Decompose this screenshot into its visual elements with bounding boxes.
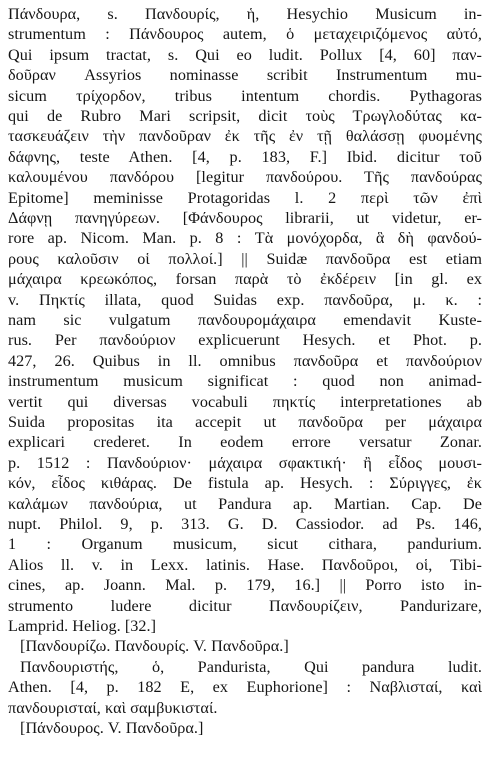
text-line: πανδουρισταί, καὶ σαμβυκισταί.	[8, 698, 218, 717]
text-line: Lamprid. Heliog. [32.]	[8, 617, 157, 635]
text-line: Πανδουριστής, ὁ, Pandurista, Qui pandura ludit.	[20, 657, 482, 676]
text-line: δάφνης, teste Athen. [4, p. 183, F.] Ibid. dicitur τοῦ	[8, 147, 482, 166]
text-line: p. 1512 : Πανδούριον· μάχαιρα σφακτική· ἢ εἶδος μουσι-	[8, 453, 482, 472]
text-line: κόν, εἶδος κιθάρας. De fistula ap. Hesych. : Σύριγγες, ἐκ	[8, 474, 482, 493]
text-line: Suida propositas ita accepit ut πανδοῦρα per μάχαιρα	[8, 413, 482, 431]
text-line: [Πάνδουρος. V. Πανδοῦρα.]	[20, 719, 204, 737]
text-line: καλουμένου πανδόρου [legitur πανδούρου. Τῆς πανδούρας	[8, 168, 482, 187]
text-line: Alios ll. v. in Lexx. latinis. Hase. Πανδοῦροι, οἱ, Tibi-	[8, 555, 482, 574]
text-line: 1 : Organum musicum, sicut cithara, pandurium.	[8, 535, 482, 554]
text-line: nam sic vulgatum πανδουρομάχαιρα emendavit Kuste-	[8, 311, 482, 329]
text-line: vertit qui diversas vocabuli πηκτίς interpretationes ab	[8, 392, 482, 411]
text-line: Athen. [4, p. 182 E, ex Euphorione] : Ναβλισταί, καὶ	[8, 678, 482, 697]
text-line: καλάμων πανδούρια, ut Pandura ap. Martian. Cap. De	[8, 494, 482, 513]
text-line: μάχαιρα κρεωκόπος, forsan παρὰ τὸ ἐκδέρειν [in gl. ex	[8, 270, 482, 289]
text-line: cines, ap. Joann. Mal. p. 179, 16.] || Porro isto in-	[8, 576, 482, 595]
text-line: instrumentum musicum significat : quod non animad-	[8, 372, 482, 391]
text-line: δοῦραν Assyrios nominasse scribit Instrumentum mu-	[8, 66, 482, 85]
text-line: nupt. Philol. 9, p. 313. G. D. Cassiodor. ad Ps. 146,	[8, 515, 482, 533]
text-line: rus. Per πανδούριον explicuerunt Hesych. et Phot. p.	[8, 331, 482, 350]
text-line: explicari crederet. In eodem errore versatur Zonar.	[8, 433, 482, 452]
text-line: Δάφνῃ πανηγύρεων. [Φάνδουρος librarii, ut videtur, er-	[8, 209, 482, 227]
text-line: [Πανδουρίζω. Πανδουρίς. V. Πανδοῦρα.]	[20, 637, 289, 656]
text-line: ρους καλοῦσιν οἱ πολλοί.] || Suidæ πανδοῦρα est etiam	[8, 249, 482, 268]
text-line: sicum τρίχορδον, tribus intentum chordis. Pythagoras	[8, 86, 482, 105]
text-line: Πάνδουρα, s. Πανδουρίς, ἡ, Hesychio Musicum in-	[8, 5, 482, 23]
text-line: Qui ipsum tractat, s. Qui eo ludit. Pollux [4, 60] παν-	[8, 45, 482, 64]
text-line: qui de Rubro Mari scripsit, dicit τοὺς Τρωγλοδύτας κα-	[8, 107, 482, 125]
text-line: v. Πηκτίς illata, quod Suidas exp. πανδοῦρα, μ. κ. :	[8, 290, 482, 309]
text-line: strumento ludere dicitur Πανδουρίζειν, Pandurizare,	[8, 596, 482, 615]
text-line: τασκευάζειν τὴν πανδοῦραν ἐκ τῆς ἐν τῇ θαλάσσῃ φυομένης	[8, 127, 482, 146]
text-line: rore ap. Nicom. Man. p. 8 : Τὰ μονόχορδα, ἃ δὴ φανδού-	[8, 229, 482, 248]
text-line: strumentum : Πάνδουρος autem, ὁ μεταχειριζόμενος αὐτό,	[8, 25, 482, 44]
text-line: Epitome] meminisse Protagoridas l. 2 περὶ τῶν ἐπὶ	[8, 188, 482, 207]
text-line: 427, 26. Quibus in ll. omnibus πανδοῦρα et πανδούριον	[8, 351, 482, 370]
